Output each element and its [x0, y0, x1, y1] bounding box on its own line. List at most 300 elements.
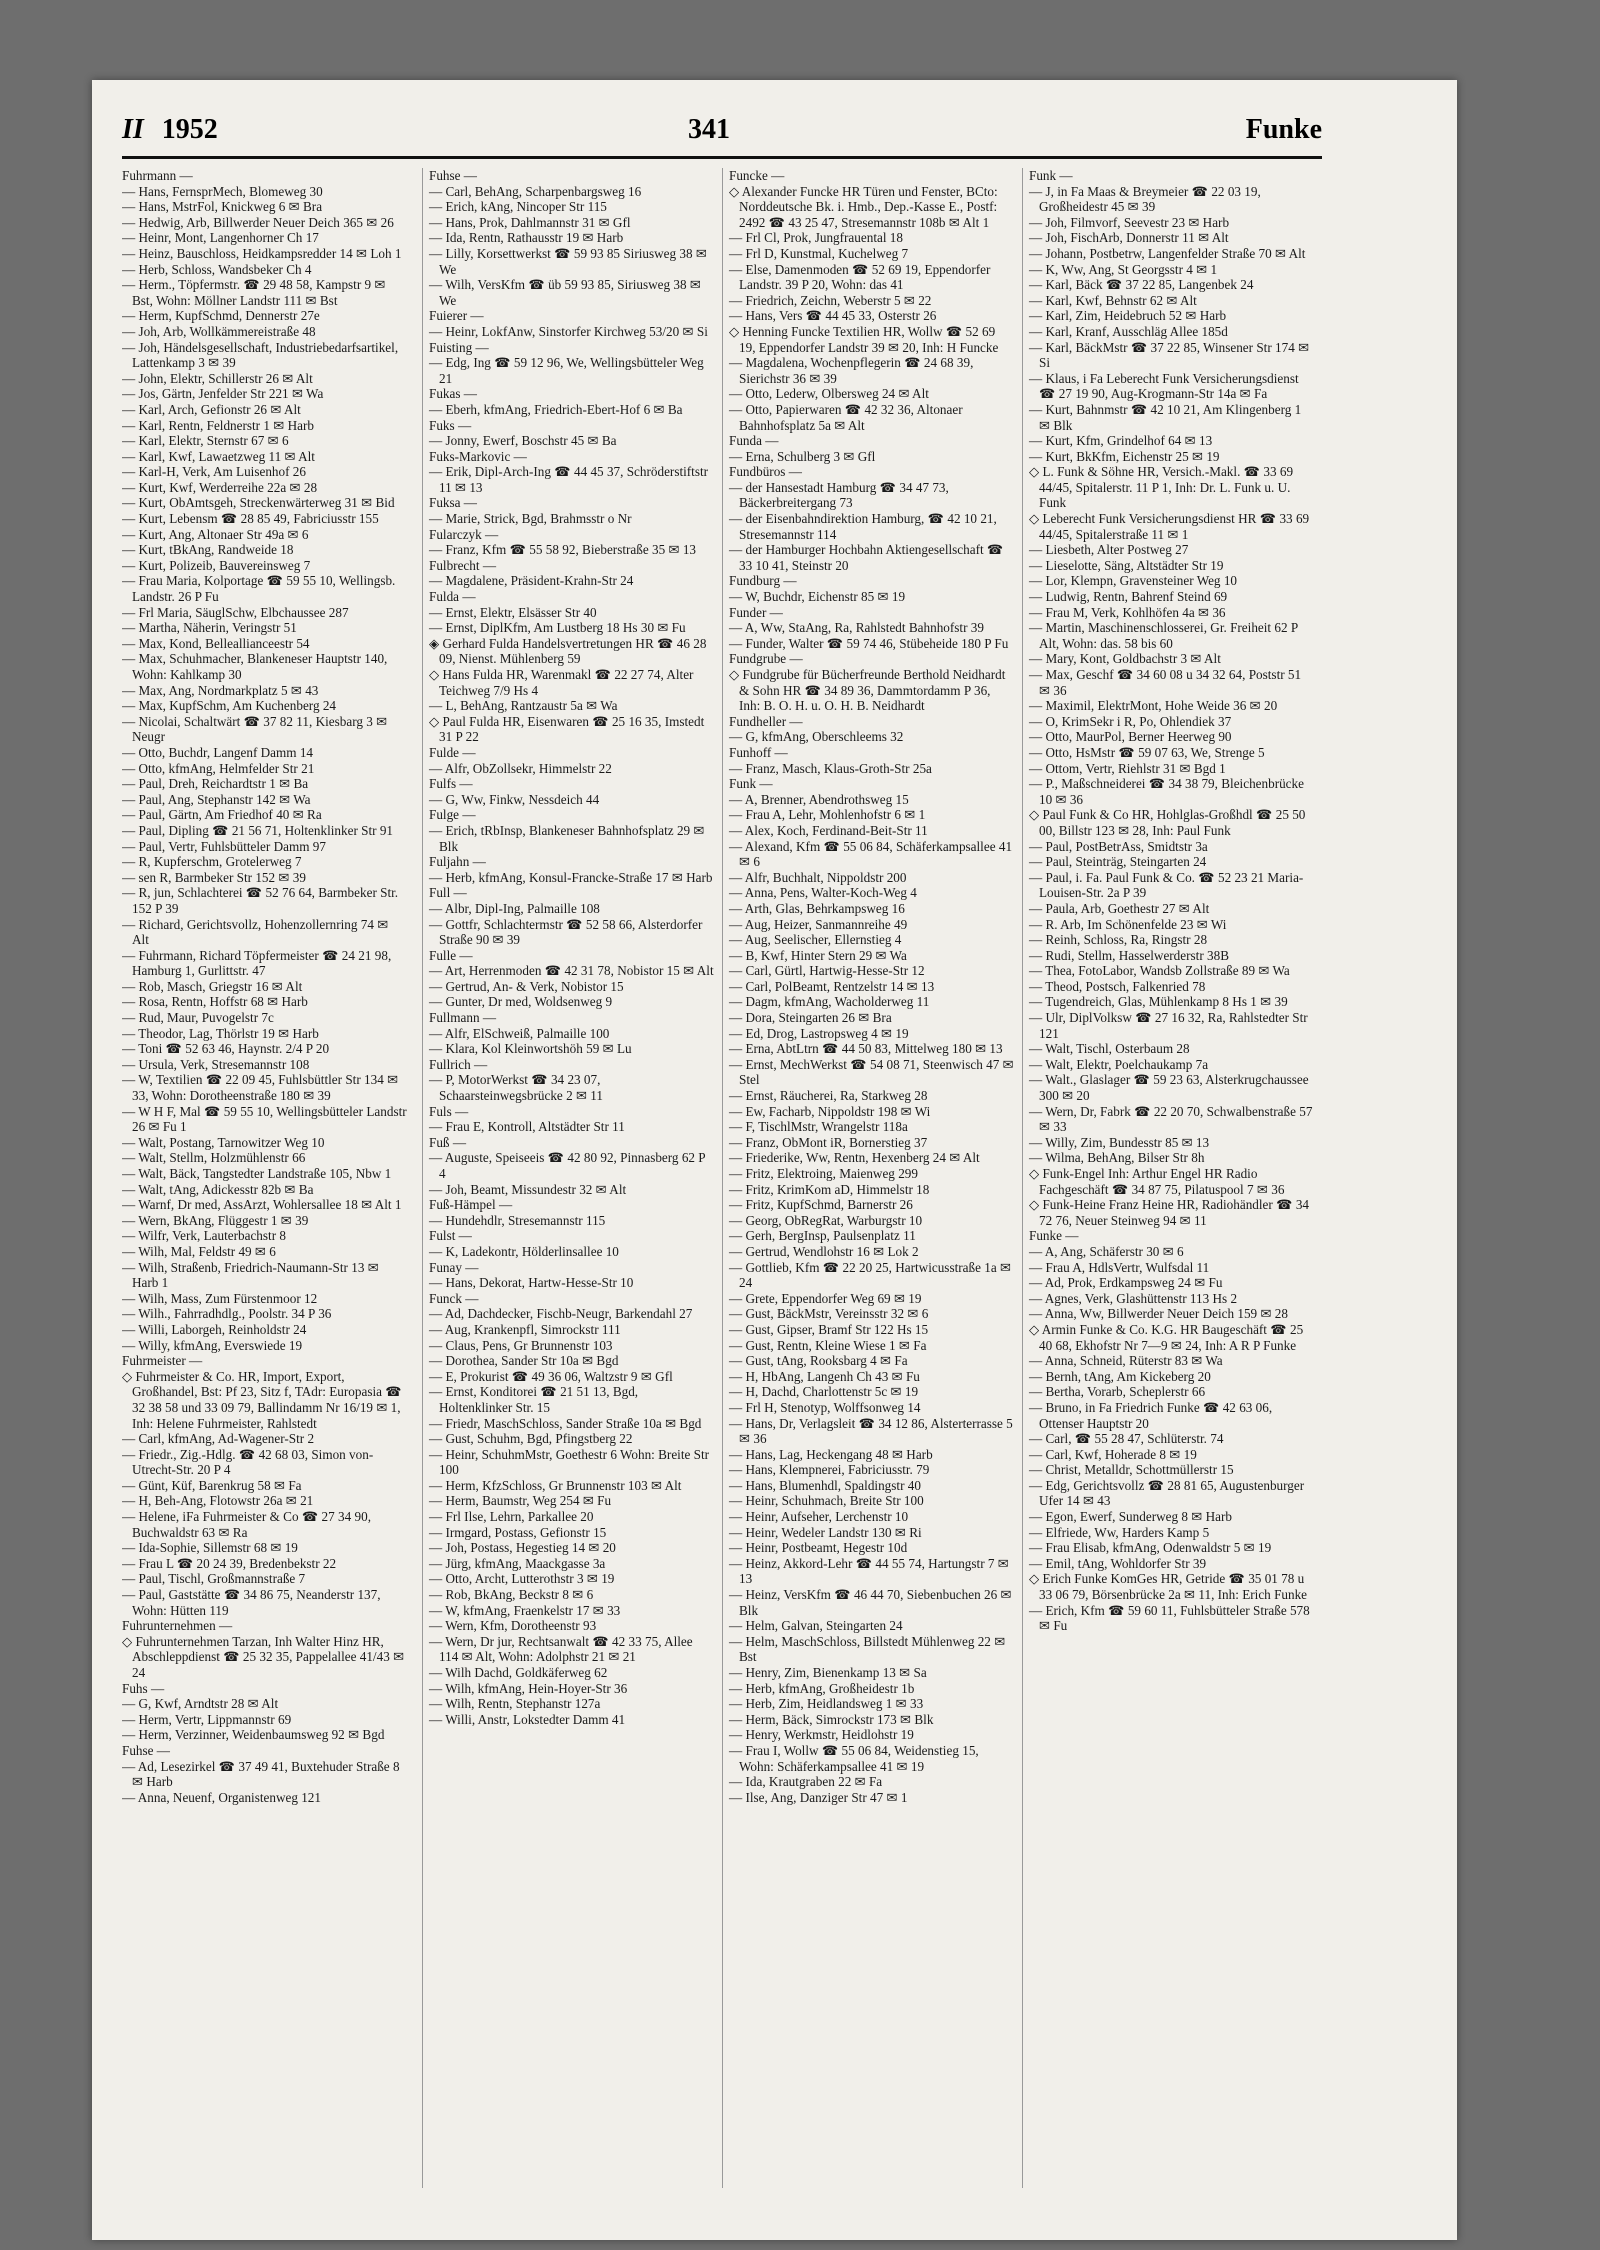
directory-entry: — Franz, Masch, Klaus-Groth-Str 25a: [729, 760, 932, 776]
column-3: [722, 168, 1014, 2188]
catchword: Funke: [1245, 114, 1322, 145]
directory-entry: — Karl-H, Verk, Am Luisenhof 26: [122, 464, 306, 480]
directory-entry: ◇ Erich Funke KomGes HR, Getride ☎ 35 01 78 u 33 06 79, Börsenbrücke 2a ✉ 11, Inh: Erich Funke: [1029, 1571, 1308, 1603]
directory-entry: Funk —: [1029, 168, 1073, 183]
directory-entry: — Aug, Heizer, Sanmannreihe 49: [729, 916, 908, 932]
directory-entry: — B, Kwf, Hinter Stern 29 ✉ Wa: [729, 947, 907, 963]
directory-entry: — Hans, Vers ☎ 44 45 33, Osterstr 26: [729, 308, 937, 324]
directory-entry: — Carl, Kwf, Hoherade 8 ✉ 19: [1029, 1446, 1197, 1462]
directory-entry: — Heinr, LokfAnw, Sinstorfer Kirchweg 53/20 ✉ Si: [429, 323, 708, 339]
directory-entry: — Hans, FernsprMech, Blomeweg 30: [122, 183, 323, 199]
directory-entry: — Frau L ☎ 20 24 39, Bredenbekstr 22: [122, 1555, 337, 1571]
directory-entry: — Gertrud, An- & Verk, Nobistor 15: [429, 978, 624, 994]
directory-entry: — Martha, Näherin, Veringstr 51: [122, 620, 297, 636]
directory-entry: — Maximil, ElektrMont, Hohe Weide 36 ✉ 20: [1029, 698, 1278, 714]
directory-entry: — Wilh Dachd, Goldkäferweg 62: [429, 1665, 608, 1680]
directory-entry: — John, Elektr, Schillerstr 26 ✉ Alt: [122, 370, 313, 386]
directory-entry: — Frau A, Lehr, Mohlenhofstr 6 ✉ 1: [729, 807, 926, 823]
directory-entry: — Otto, MaurPol, Berner Heerweg 90: [1029, 729, 1232, 745]
volume-year: [122, 114, 218, 146]
directory-entry: — H, Dachd, Charlottenstr 5c ✉ 19: [729, 1384, 919, 1400]
directory-entry: — K, Ww, Ang, St Georgsstr 4 ✉ 1: [1029, 261, 1218, 277]
directory-entry: — Carl, BehAng, Scharpenbargsweg 16: [429, 183, 642, 199]
directory-entry: — Kurt, ObAmtsgeh, Streckenwärterweg 31 ✉ Bid: [122, 495, 395, 511]
directory-entry: — Frl Ilse, Lehrn, Parkallee 20: [429, 1509, 594, 1525]
directory-entry: Fuks-Markovic —: [429, 448, 527, 464]
directory-entry: Fulbrecht —: [429, 557, 497, 573]
directory-entry: — Wilh, kfmAng, Hein-Hoyer-Str 36: [429, 1680, 628, 1696]
directory-entry: — Heinr, Mont, Langenhorner Ch 17: [122, 230, 319, 246]
directory-entry: — Henry, Zim, Bienenkamp 13 ✉ Sa: [729, 1665, 927, 1680]
directory-entry: — Karl, Arch, Gefionstr 26 ✉ Alt: [122, 401, 301, 417]
directory-entry: — Wilh., Fahrradhdlg., Poolstr. 34 P 36: [122, 1306, 332, 1322]
directory-entry: — Kurt, tBkAng, Randweide 18: [122, 542, 294, 558]
directory-entry: — Karl, Zim, Heidebruch 52 ✉ Harb: [1029, 308, 1227, 324]
directory-entry: — Agnes, Verk, Glashüttenstr 113 Hs 2: [1029, 1290, 1238, 1306]
directory-entry: — W, Buchdr, Eichenstr 85 ✉ 19: [729, 589, 906, 605]
directory-entry: Funder —: [729, 604, 783, 620]
directory-entry: — Erna, Schulberg 3 ✉ Gfl: [729, 448, 876, 464]
directory-entry: — Elfriede, Ww, Harders Kamp 5: [1029, 1524, 1210, 1540]
directory-entry: — Walt, Bäck, Tangstedter Landstraße 105, Nbw 1: [122, 1166, 392, 1181]
column-1: [122, 168, 407, 2188]
directory-entry: — Max, Schuhmacher, Blankeneser Hauptstr 140, Wohn: Kahlkamp 30: [122, 651, 388, 682]
directory-entry: Fuks —: [429, 417, 472, 433]
directory-entry: — L, BehAng, Rantzaustr 5a ✉ Wa: [429, 698, 618, 714]
directory-entry: — Fuhrmann, Richard Töpfermeister ☎ 24 21 98, Hamburg 1, Gurlittstr. 47: [122, 947, 392, 979]
directory-entry: — Paul, Dreh, Reichardtstr 1 ✉ Ba: [122, 776, 309, 792]
directory-entry: — Joh, Filmvorf, Seevestr 23 ✉ Harb: [1029, 214, 1230, 230]
directory-entry: — Ernst, DiplKfm, Am Lustberg 18 Hs 30 ✉ Fu: [429, 620, 686, 636]
directory-entry: — Wilh, Mass, Zum Fürstenmoor 12: [122, 1290, 318, 1306]
directory-entry: — der Eisenbahndirektion Hamburg, ☎ 42 10 21, Stresemannstr 114: [729, 511, 997, 542]
directory-entry: — Gottfr, Schlachtermstr ☎ 52 58 66, Alsterdorfer Straße 90 ✉ 39: [429, 916, 703, 948]
directory-entry: — Kurt, Kfm, Grindelhof 64 ✉ 13: [1029, 433, 1213, 449]
directory-entry: — Erich, kAng, Nincoper Str 115: [429, 199, 607, 215]
directory-entry: — Paul, Steinträg, Steingarten 24: [1029, 854, 1207, 870]
directory-entry: Fundheller —: [729, 713, 803, 729]
column-2: [422, 168, 714, 2188]
directory-entry: — Frau E, Kontroll, Altstädter Str 11: [429, 1119, 625, 1135]
directory-entry: — R, Kupferschm, Grotelerweg 7: [122, 854, 302, 870]
directory-entry: — Gust, tAng, Rooksbarg 4 ✉ Fa: [729, 1353, 908, 1369]
directory-entry: — Paul, Gaststätte ☎ 34 86 75, Neanderstr 137, Wohn: Hütten 119: [122, 1587, 381, 1618]
directory-entry: ◇ Fuhrmeister & Co. HR, Import, Export, Großhandel, Bst: Pf 23, Sitz f, TAdr: Europasia ☎ 32 38 58 und 33 09 79, Ballindamm Nr 16/19 ✉ 1, Inh: Helene Fuhrmeister, Rahlstedt: [122, 1368, 402, 1431]
directory-entry: — Paul, Vertr, Fuhlsbütteler Damm 97: [122, 838, 326, 854]
directory-entry: — Alfr, Buchhalt, Nippoldstr 200: [729, 869, 907, 885]
directory-entry: Fuß-Hämpel —: [429, 1197, 513, 1213]
directory-entry: Fularczyk —: [429, 526, 499, 542]
directory-entry: — K, Ladekontr, Hölderlinsallee 10: [429, 1243, 619, 1259]
directory-entry: — Auguste, Speiseeis ☎ 42 80 92, Pinnasberg 62 P 4: [429, 1150, 706, 1181]
directory-entry: — Wern, Dr jur, Rechtsanwalt ☎ 42 33 75, Allee 114 ✉ Alt, Wohn: Adolphstr 21 ✉ 21: [429, 1633, 693, 1665]
directory-entry: — Wilfr, Verk, Lauterbachstr 8: [122, 1228, 286, 1244]
directory-entry: ◇ Funk-Heine Franz Heine HR, Radiohändler ☎ 34 72 76, Neuer Steinweg 94 ✉ 11: [1029, 1197, 1310, 1228]
directory-entry: — Hans, Lag, Heckengang 48 ✉ Harb: [729, 1446, 933, 1462]
directory-entry: — H, HbAng, Langenh Ch 43 ✉ Fu: [729, 1368, 920, 1384]
directory-entry: — Klara, Kol Kleinwortshöh 59 ✉ Lu: [429, 1041, 632, 1057]
directory-entry: ◇ Paul Funk & Co HR, Hohlglas-Großhdl ☎ 25 50 00, Billstr 123 ✉ 28, Inh: Paul Funk: [1029, 807, 1306, 838]
directory-entry: Full —: [429, 885, 467, 901]
directory-entry: — Ew, Facharb, Nippoldstr 198 ✉ Wi: [729, 1103, 931, 1119]
directory-entry: Funk —: [729, 776, 773, 792]
directory-entry: — Mary, Kont, Goldbachstr 3 ✉ Alt: [1029, 651, 1221, 667]
directory-entry: — H, Beh-Ang, Flotowstr 26a ✉ 21: [122, 1493, 314, 1509]
directory-entry: Fuß —: [429, 1134, 467, 1150]
directory-entry: — Paul, Dipling ☎ 21 56 71, Holtenklinker Str 91: [122, 822, 394, 838]
directory-entry: — Warnf, Dr med, AssArzt, Wohlersallee 18 ✉ Alt 1: [122, 1197, 402, 1213]
page-header: [122, 110, 1322, 159]
directory-entry: Fullmann —: [429, 1010, 497, 1026]
directory-entry: ◇ Hans Fulda HR, Warenmakl ☎ 22 27 74, Alter Teichweg 7/9 Hs 4: [429, 667, 694, 698]
directory-entry: Fuhs —: [122, 1680, 165, 1696]
directory-entry: — Hans, Dekorat, Hartw-Hesse-Str 10: [429, 1275, 634, 1291]
directory-entry: ◈ Gerhard Fulda Handelsvertretungen HR ☎ 46 28 09, Nienst. Mühlenberg 59: [429, 635, 707, 667]
directory-entry: — Grete, Eppendorfer Weg 69 ✉ 19: [729, 1290, 922, 1306]
directory-entry: — Heinr, Schuhmach, Breite Str 100: [729, 1493, 924, 1509]
directory-entry: — Bernh, tAng, Am Kickeberg 20: [1029, 1368, 1211, 1384]
directory-entry: — Otto, Papierwaren ☎ 42 32 36, Altonaer Bahnhofsplatz 5a ✉ Alt: [729, 401, 963, 433]
directory-entry: Fundburg —: [729, 573, 797, 589]
directory-entry: — Ad, Lesezirkel ☎ 37 49 41, Buxtehuder Straße 8 ✉ Harb: [122, 1758, 400, 1790]
directory-entry: — sen R, Barmbeker Str 152 ✉ 39: [122, 869, 306, 885]
directory-entry: — Dagm, kfmAng, Wacholderweg 11: [729, 994, 930, 1010]
directory-entry: — E, Prokurist ☎ 49 36 06, Waltzstr 9 ✉ Gfl: [429, 1368, 673, 1384]
directory-entry: — A, Ang, Schäferstr 30 ✉ 6: [1029, 1243, 1184, 1259]
directory-entry: — Wern, BkAng, Flüggestr 1 ✉ 39: [122, 1212, 309, 1228]
directory-entry: — Walt, Elektr, Poelchaukamp 7a: [1029, 1056, 1209, 1072]
directory-entry: Funay —: [429, 1259, 479, 1275]
directory-entry: — Friedr, MaschSchloss, Sander Straße 10a ✉ Bgd: [429, 1415, 702, 1431]
year: 1952: [161, 114, 218, 145]
directory-entry: — Liesbeth, Alter Postweg 27: [1029, 542, 1189, 558]
directory-entry: — Martin, Maschinenschlosserei, Gr. Freiheit 62 P Alt, Wohn: das. 58 bis 60: [1029, 620, 1298, 651]
directory-entry: — Gottlieb, Kfm ☎ 22 20 25, Hartwicusstraße 1a ✉ 24: [729, 1259, 1012, 1291]
directory-entry: ◇ Armin Funke & Co. K.G. HR Baugeschäft ☎ 25 40 68, Ekhofstr Nr 7—9 ✉ 24, Inh: A R P Funke: [1029, 1321, 1304, 1353]
directory-entry: — Herm, KupfSchmd, Dennerstr 27e: [122, 308, 320, 324]
directory-entry: — Frau I, Wollw ☎ 55 06 84, Weidenstieg 15, Wohn: Schäferkampsallee 41 ✉ 19: [729, 1742, 979, 1774]
directory-entry: — R, jun, Schlachterei ☎ 52 76 64, Barmbeker Str. 152 P 39: [122, 885, 399, 916]
directory-entry: — Hans, Dr, Verlagsleit ☎ 34 12 86, Alsterterrasse 5 ✉ 36: [729, 1415, 1013, 1447]
directory-entry: Fulda —: [429, 589, 476, 605]
directory-entry: — G, kfmAng, Oberschleems 32: [729, 729, 904, 745]
page-number: 341: [688, 114, 730, 145]
directory-entry: — Carl, ☎ 55 28 47, Schlüterstr. 74: [1029, 1431, 1224, 1447]
directory-entry: — der Hamburger Hochbahn Aktiengesellschaft ☎ 33 10 41, Steinstr 20: [729, 542, 1004, 573]
directory-entry: — Wilma, BehAng, Bilser Str 8h: [1029, 1150, 1205, 1166]
directory-page: [92, 80, 1457, 2240]
directory-entry: — Ida, Krautgraben 22 ✉ Fa: [729, 1774, 883, 1790]
directory-entry: Fulfs —: [429, 776, 473, 792]
directory-entry: Fuisting —: [429, 339, 489, 355]
directory-entry: — Hedwig, Arb, Billwerder Neuer Deich 365 ✉ 26: [122, 214, 394, 230]
directory-entry: — Heinr, SchuhmMstr, Goethestr 6 Wohn: Breite Str 100: [429, 1446, 710, 1478]
directory-entry: — Frl D, Kunstmal, Kuchelweg 7: [729, 245, 909, 261]
directory-entry: — Otto, Lederw, Olbersweg 24 ✉ Alt: [729, 386, 929, 402]
directory-entry: — Magdalene, Präsident-Krahn-Str 24: [429, 573, 634, 589]
directory-entry: — Fritz, Elektroing, Maienweg 299: [729, 1166, 918, 1181]
directory-entry: — Herm, KfzSchloss, Gr Brunnenstr 103 ✉ Alt: [429, 1477, 682, 1493]
directory-entry: — Tugendreich, Glas, Mühlenkamp 8 Hs 1 ✉ 39: [1029, 994, 1288, 1010]
directory-entry: — Gunter, Dr med, Woldsenweg 9: [429, 994, 613, 1010]
volume-number: II: [122, 114, 144, 145]
directory-entry: — Hans, Prok, Dahlmannstr 31 ✉ Gfl: [429, 214, 631, 230]
directory-entry: — Günt, Küf, Barenkrug 58 ✉ Fa: [122, 1477, 302, 1493]
directory-entry: — Heinz, Akkord-Lehr ☎ 44 55 74, Hartungstr 7 ✉ 13: [729, 1555, 1009, 1587]
directory-entry: Fuhse —: [429, 168, 477, 183]
directory-entry: — Else, Damenmoden ☎ 52 69 19, Eppendorfer Landstr. 39 P 20, Wohn: das 41: [729, 261, 991, 293]
directory-entry: Fuksa —: [429, 495, 477, 511]
directory-entry: — Ulr, DiplVolksw ☎ 27 16 32, Ra, Rahlstedter Str 121: [1029, 1010, 1308, 1041]
directory-entry: — Heinz, VersKfm ☎ 46 44 70, Siebenbuchen 26 ✉ Blk: [729, 1587, 1012, 1618]
directory-entry: — Hans, Blumenhdl, Spaldingstr 40: [729, 1477, 921, 1493]
directory-entry: — Karl, Bäck ☎ 37 22 85, Langenbek 24: [1029, 277, 1254, 293]
directory-entry: — Emil, tAng, Wohldorfer Str 39: [1029, 1555, 1207, 1571]
directory-entry: — Thea, FotoLabor, Wandsb Zollstraße 89 ✉ Wa: [1029, 963, 1290, 979]
directory-entry: — Henry, Werkmstr, Heidlohstr 19: [729, 1727, 914, 1743]
directory-entry: — Karl, BäckMstr ☎ 37 22 85, Winsener Str 174 ✉ Si: [1029, 339, 1310, 371]
directory-entry: — Hans, Klempnerei, Fabriciusstr. 79: [729, 1462, 930, 1478]
directory-entry: — R. Arb, Im Schönenfelde 23 ✉ Wi: [1029, 916, 1227, 932]
directory-entry: — Anna, Schneid, Rüterstr 83 ✉ Wa: [1029, 1353, 1223, 1369]
directory-entry: — Anna, Ww, Billwerder Neuer Deich 159 ✉ 28: [1029, 1306, 1288, 1322]
directory-entry: — Herb, kfmAng, Konsul-Francke-Straße 17 ✉ Harb: [429, 869, 713, 885]
directory-entry: — Franz, Kfm ☎ 55 58 92, Bieberstraße 35 ✉ 13: [429, 542, 697, 558]
directory-entry: — Hans, MstrFol, Knickweg 6 ✉ Bra: [122, 199, 323, 215]
directory-entry: — Edg, Gerichtsvollz ☎ 28 81 65, Augustenburger Ufer 14 ✉ 43: [1029, 1477, 1305, 1509]
directory-entry: — W H F, Mal ☎ 59 55 10, Wellingsbütteler Landstr 26 ✉ Fu 1: [122, 1103, 407, 1135]
directory-entry: — Herm, Vertr, Lippmannstr 69: [122, 1711, 292, 1727]
directory-entry: Funck —: [429, 1290, 479, 1306]
directory-entry: — Erich, tRbInsp, Blankeneser Bahnhofsplatz 29 ✉ Blk: [429, 822, 705, 854]
directory-entry: Funhoff —: [729, 744, 788, 760]
directory-entry: — Willi, Anstr, Lokstedter Damm 41: [429, 1711, 626, 1727]
directory-entry: — Ad, Prok, Erdkampsweg 24 ✉ Fu: [1029, 1275, 1223, 1291]
directory-entry: — Ed, Drog, Lastropsweg 4 ✉ 19: [729, 1025, 909, 1041]
directory-entry: — Frl H, Stenotyp, Wolffsonweg 14: [729, 1399, 921, 1415]
directory-entry: — Heinr, Wedeler Landstr 130 ✉ Ri: [729, 1524, 922, 1540]
directory-entry: — Kurt, BkKfm, Eichenstr 25 ✉ 19: [1029, 448, 1220, 464]
directory-entry: — Max, Kond, Belleallianceestr 54: [122, 635, 310, 651]
directory-entry: — Karl, Kwf, Behnstr 62 ✉ Alt: [1029, 292, 1197, 308]
directory-entry: — Fritz, KrimKom aD, Himmelstr 18: [729, 1181, 930, 1197]
directory-entry: — Anna, Pens, Walter-Koch-Weg 4: [729, 885, 917, 901]
directory-entry: — Bruno, in Fa Friedrich Funke ☎ 42 63 06, Ottenser Hauptstr 20: [1029, 1399, 1273, 1431]
directory-entry: — Ursula, Verk, Stresemannstr 108: [122, 1056, 310, 1072]
directory-entry: Funda —: [729, 433, 779, 449]
directory-entry: — Albr, Dipl-Ing, Palmaille 108: [429, 900, 600, 916]
directory-entry: — Friederike, Ww, Rentn, Hexenberg 24 ✉ Alt: [729, 1150, 980, 1166]
directory-entry: — Otto, Buchdr, Langenf Damm 14: [122, 744, 314, 760]
directory-entry: — Helm, Galvan, Steingarten 24: [729, 1618, 903, 1634]
directory-entry: — Jos, Gärtn, Jenfelder Str 221 ✉ Wa: [122, 386, 324, 402]
directory-entry: — Walt, tAng, Adickesstr 82b ✉ Ba: [122, 1181, 314, 1197]
directory-entry: — Kurt, Bahnmstr ☎ 42 10 21, Am Klingenberg 1 ✉ Blk: [1029, 401, 1302, 433]
directory-entry: — G, Ww, Finkw, Nessdeich 44: [429, 791, 600, 807]
directory-entry: — Erich, Kfm ☎ 59 60 11, Fuhlsbütteler Straße 578 ✉ Fu: [1029, 1602, 1310, 1634]
directory-entry: — Walt, Stellm, Holzmühlenstr 66: [122, 1150, 306, 1166]
directory-entry: — Max, Geschf ☎ 34 60 08 u 34 32 64, Poststr 51 ✉ 36: [1029, 667, 1302, 698]
directory-entry: — Theodor, Lag, Thörlstr 19 ✉ Harb: [122, 1025, 319, 1041]
directory-entry: — Jürg, kfmAng, Maackgasse 3a: [429, 1555, 606, 1571]
directory-entry: — Ernst, Räucherei, Ra, Starkweg 28: [729, 1088, 928, 1104]
directory-entry: — Carl, Gürtl, Hartwig-Hesse-Str 12: [729, 963, 925, 979]
directory-entry: — Friedr., Zig.-Hdlg. ☎ 42 68 03, Simon von-Utrecht-Str. 20 P 4: [122, 1446, 374, 1478]
directory-entry: — Rud, Maur, Puvogelstr 7c: [122, 1010, 274, 1026]
directory-entry: Fuljahn —: [429, 854, 486, 870]
directory-entry: — Wern, Kfm, Dorotheenstr 93: [429, 1618, 597, 1634]
directory-entry: — Eberh, kfmAng, Friedrich-Ebert-Hof 6 ✉ Ba: [429, 401, 683, 417]
directory-entry: — Carl, PolBeamt, Rentzelstr 14 ✉ 13: [729, 978, 935, 994]
directory-entry: — Fritz, KupfSchmd, Barnerstr 26: [729, 1197, 913, 1213]
directory-entry: — Frau Elisab, kfmAng, Odenwaldstr 5 ✉ 19: [1029, 1540, 1272, 1556]
directory-entry: — Funder, Walter ☎ 59 74 46, Stübeheide 180 P Fu: [729, 635, 1009, 651]
directory-entry: — Alfr, ElSchweiß, Palmaille 100: [429, 1025, 610, 1041]
directory-entry: — Heinr, Aufseher, Lerchenstr 10: [729, 1509, 909, 1525]
directory-entry: — Irmgard, Postass, Gefionstr 15: [429, 1524, 607, 1540]
directory-entry: — Paul, Ang, Stephanstr 142 ✉ Wa: [122, 791, 311, 807]
directory-entry: — Ida, Rentn, Rathausstr 19 ✉ Harb: [429, 230, 624, 246]
directory-entry: ◇ Leberecht Funk Versicherungsdienst HR ☎ 33 69 44/45, Spitalerstraße 11 ✉ 1: [1029, 511, 1310, 542]
directory-entry: — Paul, i. Fa. Paul Funk & Co. ☎ 52 23 21 Maria-Louisen-Str. 2a P 39: [1029, 869, 1304, 901]
directory-entry: ◇ Funk-Engel Inh: Arthur Engel HR Radio Fachgeschäft ☎ 34 87 75, Pilatuspool 7 ✉ 36: [1029, 1166, 1285, 1197]
directory-entry: — Frl Cl, Prok, Jungfrauental 18: [729, 230, 903, 246]
directory-entry: — Lilly, Korsettwerkst ☎ 59 93 85 Siriusweg 38 ✉ We: [429, 245, 707, 277]
directory-entry: — Walt, Postang, Tarnowitzer Weg 10: [122, 1134, 325, 1150]
directory-entry: — Otto, kfmAng, Helmfelder Str 21: [122, 760, 315, 776]
directory-entry: — Gust, Gipser, Bramf Str 122 Hs 15: [729, 1321, 929, 1337]
directory-entry: — Karl, Kranf, Ausschläg Allee 185d: [1029, 323, 1228, 339]
directory-entry: ◇ Paul Fulda HR, Eisenwaren ☎ 25 16 35, Imstedt 31 P 22: [429, 713, 705, 745]
directory-entry: — Carl, kfmAng, Ad-Wagener-Str 2: [122, 1431, 315, 1447]
directory-entry: — Frau A, HdlsVertr, Wulfsdal 11: [1029, 1259, 1210, 1275]
directory-entry: — Aug, Krankenpfl, Simrockstr 111: [429, 1321, 621, 1337]
directory-entry: — Frau M, Verk, Kohlhöfen 4a ✉ 36: [1029, 604, 1226, 620]
directory-entry: — Rob, BkAng, Beckstr 8 ✉ 6: [429, 1587, 594, 1603]
directory-entry: — Frl Maria, SäuglSchw, Elbchaussee 287: [122, 604, 349, 620]
directory-entry: — Georg, ObRegRat, Warburgstr 10: [729, 1212, 923, 1228]
directory-entry: — G, Kwf, Arndtstr 28 ✉ Alt: [122, 1696, 279, 1712]
directory-entry: — Kurt, Polizeib, Bauvereinsweg 7: [122, 557, 311, 573]
directory-entry: Fullrich —: [429, 1056, 488, 1072]
directory-entry: — Magdalena, Wochenpflegerin ☎ 24 68 39, Sierichstr 36 ✉ 39: [729, 355, 974, 386]
directory-entry: Fulst —: [429, 1228, 472, 1244]
directory-entry: — A, Ww, StaAng, Ra, Rahlstedt Bahnhofstr 39: [729, 620, 984, 636]
directory-entry: — Joh, FischArb, Donnerstr 11 ✉ Alt: [1029, 230, 1229, 246]
directory-entry: — Willy, Zim, Bundesstr 85 ✉ 13: [1029, 1134, 1210, 1150]
directory-entry: ◇ Fundgrube für Bücherfreunde Berthold Neidhardt & Sohn HR ☎ 34 89 36, Dammtordamm P 36, Inh: B. O. H. u. O. H. B. Neidhardt: [729, 667, 1006, 714]
directory-entry: — Herm, Baumstr, Weg 254 ✉ Fu: [429, 1493, 612, 1509]
directory-entry: — Erna, AbtLtrn ☎ 44 50 83, Mittelweg 180 ✉ 13: [729, 1041, 1003, 1057]
directory-entry: — Erik, Dipl-Arch-Ing ☎ 44 45 37, Schröderstiftstr 11 ✉ 13: [429, 464, 709, 495]
directory-entry: — der Hansestadt Hamburg ☎ 34 47 73, Bäckerbreitergang 73: [729, 479, 949, 511]
directory-entry: — Aug, Seelischer, Ellernstieg 4: [729, 932, 902, 948]
directory-entry: Funcke —: [729, 168, 785, 183]
directory-entry: — Egon, Ewerf, Sunderweg 8 ✉ Harb: [1029, 1509, 1232, 1525]
directory-entry: — Karl, Kwf, Lawaetzweg 11 ✉ Alt: [122, 448, 315, 464]
directory-entry: — Herb, Schloss, Wandsbeker Ch 4: [122, 261, 312, 277]
directory-entry: — Helm, MaschSchloss, Billstedt Mühlenweg 22 ✉ Bst: [729, 1633, 1006, 1665]
directory-entry: — W, kfmAng, Fraenkelstr 17 ✉ 33: [429, 1602, 621, 1618]
directory-entry: — Herm, Verzinner, Weidenbaumsweg 92 ✉ Bgd: [122, 1727, 385, 1743]
directory-entry: — Paul, Gärtn, Am Friedhof 40 ✉ Ra: [122, 807, 322, 823]
directory-entry: Fuhrunternehmen —: [122, 1618, 233, 1634]
directory-entry: — Herm., Töpfermstr. ☎ 29 48 58, Kampstr 9 ✉ Bst, Wohn: Möllner Landstr 111 ✉ Bst: [122, 277, 386, 308]
directory-entry: — Wilh, VersKfm ☎ üb 59 93 85, Siriusweg 38 ✉ We: [429, 277, 701, 308]
directory-entry: — Wilh, Mal, Feldstr 49 ✉ 6: [122, 1243, 276, 1259]
directory-entry: — Herb, kfmAng, Großheidestr 1b: [729, 1680, 915, 1696]
directory-entry: — Claus, Pens, Gr Brunnenstr 103: [429, 1337, 613, 1353]
directory-entry: — Heinr, Postbeamt, Hegestr 10d: [729, 1540, 908, 1556]
directory-columns: [122, 168, 1322, 2188]
directory-entry: Fundgrube —: [729, 651, 803, 667]
directory-entry: — Alfr, ObZollsekr, Himmelstr 22: [429, 760, 612, 776]
directory-entry: Fukas —: [429, 386, 477, 402]
directory-entry: — Arth, Glas, Behrkampsweg 16: [729, 900, 905, 916]
directory-entry: — O, KrimSekr i R, Po, Ohlendiek 37: [1029, 713, 1232, 729]
directory-entry: — Otto, Archt, Lutterothstr 3 ✉ 19: [429, 1571, 615, 1587]
directory-entry: — Christ, Metalldr, Schottmüllerstr 15: [1029, 1462, 1234, 1478]
directory-entry: — Bertha, Vorarb, Scheplerstr 66: [1029, 1384, 1206, 1400]
directory-entry: — Paula, Arb, Goethestr 27 ✉ Alt: [1029, 900, 1210, 916]
directory-entry: Fuierer —: [429, 308, 484, 324]
directory-entry: — Helene, iFa Fuhrmeister & Co ☎ 27 34 90, Buchwaldstr 63 ✉ Ra: [122, 1509, 372, 1540]
directory-entry: — Kurt, Ang, Altonaer Str 49a ✉ 6: [122, 526, 309, 542]
directory-entry: Fulle —: [429, 947, 473, 963]
directory-entry: ◇ L. Funk & Söhne HR, Versich.-Makl. ☎ 33 69 44/45, Spitalerstr. 11 P 1, Inh: Dr. L. Funk u. U. Funk: [1029, 464, 1294, 511]
directory-entry: — F, TischlMstr, Wrangelstr 118a: [729, 1119, 908, 1135]
directory-entry: — Johann, Postbetrw, Langenfelder Straße 70 ✉ Alt: [1029, 245, 1306, 261]
directory-entry: — Ad, Dachdecker, Fischb-Neugr, Barkendahl 27: [429, 1306, 693, 1322]
directory-entry: — Reinh, Schloss, Ra, Ringstr 28: [1029, 932, 1208, 948]
directory-entry: — Joh, Postass, Hegestieg 14 ✉ 20: [429, 1540, 616, 1556]
directory-entry: ◇ Henning Funcke Textilien HR, Wollw ☎ 52 69 19, Eppendorfer Landstr 39 ✉ 20, Inh: H Funcke: [729, 323, 999, 355]
directory-entry: — Wilh, Straßenb, Friedrich-Naumann-Str 13 ✉ Harb 1: [122, 1259, 379, 1291]
directory-entry: — Kurt, Lebensm ☎ 28 85 49, Fabriciusstr 155: [122, 511, 379, 527]
directory-entry: — Ludwig, Rentn, Bahrenf Steind 69: [1029, 589, 1228, 605]
directory-entry: — Ilse, Ang, Danziger Str 47 ✉ 1: [729, 1789, 908, 1805]
directory-entry: — Wilh, Rentn, Stephanstr 127a: [429, 1696, 601, 1712]
directory-entry: — Toni ☎ 52 63 46, Haynstr. 2/4 P 20: [122, 1041, 330, 1057]
directory-entry: — Theod, Postsch, Falkenried 78: [1029, 978, 1206, 994]
directory-entry: — Karl, Rentn, Feldnerstr 1 ✉ Harb: [122, 417, 314, 433]
directory-entry: — Joh, Beamt, Missundestr 32 ✉ Alt: [429, 1181, 627, 1197]
directory-entry: — Gertrud, Wendlohstr 16 ✉ Lok 2: [729, 1243, 919, 1259]
directory-entry: — Klaus, i Fa Leberecht Funk Versicherungsdienst ☎ 27 19 90, Aug-Krogmann-Str 14a ✉ Fa: [1029, 370, 1299, 402]
directory-entry: — W, Textilien ☎ 22 09 45, Fuhlsbüttler Str 134 ✉ 33, Wohn: Dorotheenstraße 180 ✉ 39: [122, 1072, 399, 1104]
directory-entry: — Rosa, Rentn, Hoffstr 68 ✉ Harb: [122, 994, 308, 1010]
directory-entry: — Rudi, Stellm, Hasselwerderstr 38B: [1029, 947, 1229, 963]
directory-entry: — Friedrich, Zeichn, Weberstr 5 ✉ 22: [729, 292, 932, 308]
directory-entry: ◇ Fuhrunternehmen Tarzan, Inh Walter Hinz HR, Abschleppdienst ☎ 25 32 35, Pappelallee 41/43 ✉ 24: [122, 1633, 405, 1680]
directory-entry: — Gust, Schuhm, Bgd, Pfingstberg 22: [429, 1431, 633, 1447]
directory-entry: — Herb, Zim, Heidlandsweg 1 ✉ 33: [729, 1696, 924, 1712]
directory-entry: — J, in Fa Maas & Breymeier ☎ 22 03 19, Großheidestr 45 ✉ 39: [1029, 183, 1261, 215]
directory-entry: — Nicolai, Schaltwärt ☎ 37 82 11, Kiesbarg 3 ✉ Neugr: [122, 713, 388, 745]
directory-entry: — Wern, Dr, Fabrk ☎ 22 20 70, Schwalbenstraße 57 ✉ 33: [1029, 1103, 1313, 1135]
directory-entry: — Willi, Laborgeh, Reinholdstr 24: [122, 1321, 307, 1337]
directory-entry: — P, MotorWerkst ☎ 34 23 07, Schaarsteinwegsbrücke 2 ✉ 11: [429, 1072, 603, 1104]
directory-entry: — Dorothea, Sander Str 10a ✉ Bgd: [429, 1353, 619, 1369]
directory-entry: — Edg, Ing ☎ 59 12 96, We, Wellingsbütteler Weg 21: [429, 355, 704, 386]
directory-entry: — Joh, Arb, Wollkämmereistraße 48: [122, 323, 316, 339]
directory-entry: ◇ Alexander Funcke HR Türen und Fenster, BCto: Norddeutsche Bk. i. Hmb., Dep.-Kasse E., Postf: 2492 ☎ 43 25 47, Stresemannstr 108b ✉ Alt 1: [729, 183, 998, 230]
directory-entry: — Jonny, Ewerf, Boschstr 45 ✉ Ba: [429, 433, 617, 449]
directory-entry: — Max, KupfSchm, Am Kuchenberg 24: [122, 698, 337, 714]
directory-entry: — Art, Herrenmoden ☎ 42 31 78, Nobistor 15 ✉ Alt: [429, 963, 714, 979]
directory-entry: — P., Maßschneiderei ☎ 34 38 79, Bleichenbrücke 10 ✉ 36: [1029, 776, 1304, 807]
directory-entry: — Ida-Sophie, Sillemstr 68 ✉ 19: [122, 1540, 298, 1556]
